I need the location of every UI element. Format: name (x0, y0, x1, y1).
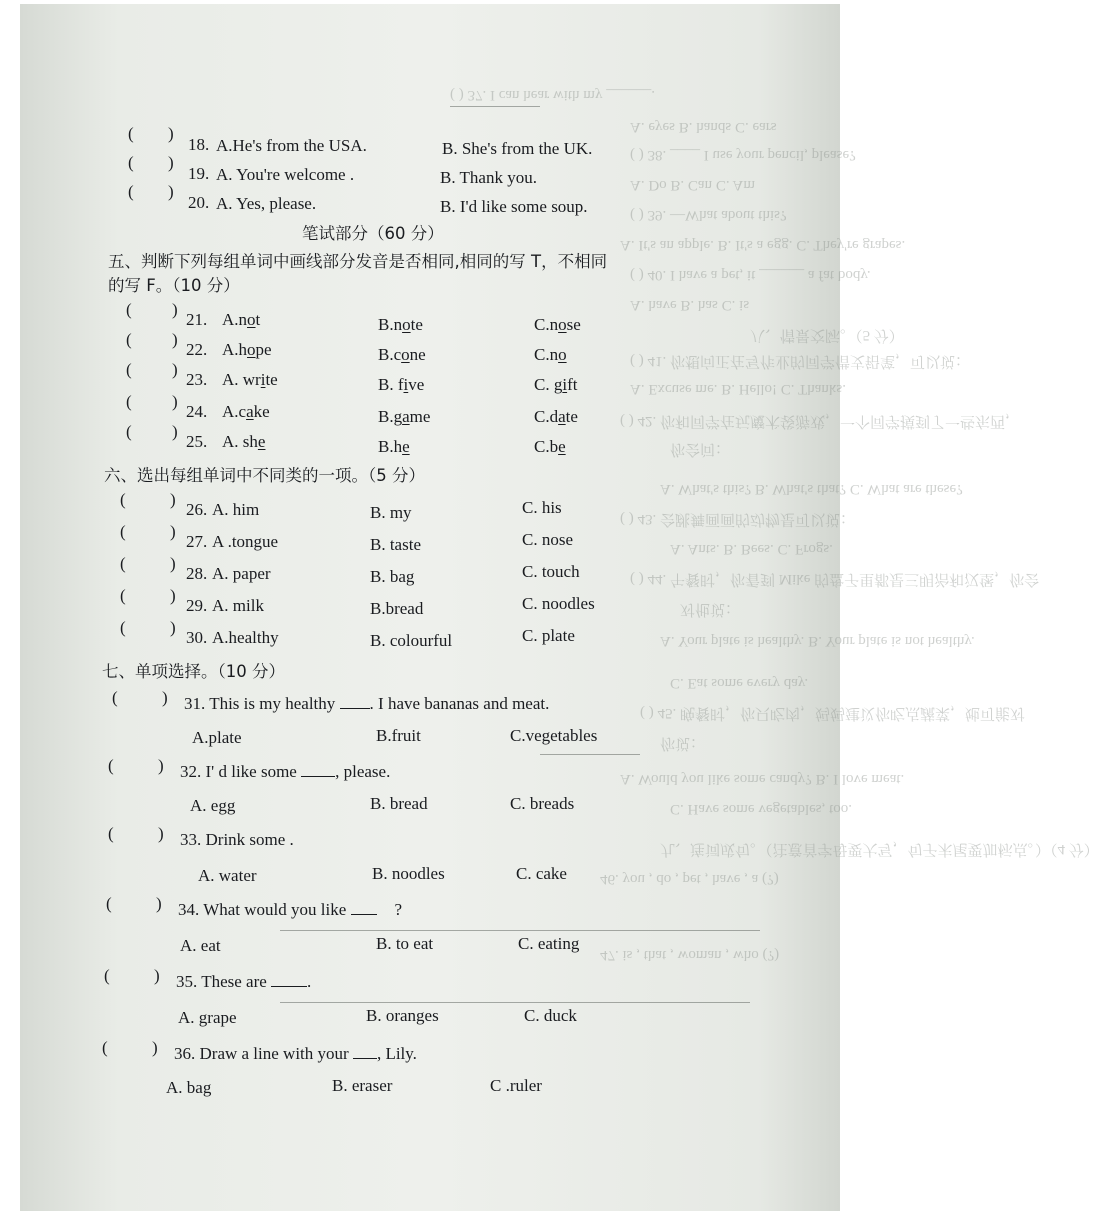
answer-paren-open: ( (120, 586, 126, 605)
option-c: C. touch (522, 562, 580, 581)
bleed-through-line: A. Excuse me. B. Hello! C. Thanks. (630, 381, 846, 397)
question-number: 24. (186, 402, 208, 421)
option-c: C.no (534, 345, 567, 364)
answer-paren-close: ) (158, 756, 164, 775)
bleed-through-line: A. Would you like some candy? B. I love meat. (620, 771, 905, 787)
bleed-through-line: C. Have some vegetables, too. (670, 801, 853, 817)
answer-paren-open: ( (102, 1038, 108, 1057)
exam-sheet (20, 4, 1099, 1211)
bleed-through-line: ( ) 40. I have a pet, it ______ a fat body. (630, 267, 871, 283)
option-c: C. breads (510, 794, 575, 813)
bleed-line (450, 106, 540, 107)
question-number: 19. (188, 164, 210, 183)
option-a: A.hope (222, 340, 272, 359)
underlined-letter: o (401, 345, 410, 364)
answer-paren-open: ( (120, 554, 126, 573)
option-b: B.game (378, 407, 431, 426)
option-b: B. my (370, 503, 412, 522)
question-number: 32. (180, 762, 206, 781)
option-b: B. bag (370, 567, 415, 586)
option-b: B.cone (378, 345, 426, 364)
answer-paren-close: ) (168, 153, 174, 172)
bleed-through-line: ( ) 39. —What about this? (630, 207, 787, 223)
answer-paren-open: ( (126, 300, 132, 319)
option-b: B. noodles (372, 864, 445, 883)
bleed-through-line: C. Eat some every day. (670, 675, 809, 691)
question-number: 25. (186, 432, 208, 451)
bleed-through-line: A. eyes B. hands C. ears (630, 119, 777, 135)
option-b: B. She's from the UK. (442, 139, 593, 158)
option-a: A. write (222, 370, 278, 389)
question-stem: 32. I' d like some , please. (180, 762, 391, 781)
option-b: B. oranges (366, 1006, 439, 1025)
option-a: A.cake (222, 402, 270, 421)
option-b: B. to eat (376, 934, 434, 953)
section-title: 五、判断下列每组单词中画线部分发音是否相同,相同的写 T，不相同 (108, 252, 608, 271)
bleed-through-line: 对他说： (680, 601, 741, 617)
answer-paren-close: ) (170, 554, 176, 573)
bleed-through-line: A. Do B. Can C. Am (630, 177, 756, 193)
answer-paren-open: ( (108, 756, 114, 775)
answer-paren-close: ) (172, 300, 178, 319)
option-b: B.fruit (376, 726, 421, 745)
bleed-line (280, 1002, 750, 1003)
option-b: B. colourful (370, 631, 453, 650)
option-b: B. I'd like some soup. (440, 197, 588, 216)
bleed-through-line: ( ) 45. 晚餐时，你只吃肉，妈妈建议你吃点蔬菜，她可能对 (640, 705, 1025, 721)
option-a: A. bag (166, 1078, 212, 1097)
section-title: 六、选出每组单词中不同类的一项。（5 分） (104, 466, 425, 485)
option-a: A.healthy (212, 628, 279, 647)
written-part-header: 笔试部分（60 分） (302, 224, 444, 243)
answer-paren-open: ( (126, 360, 132, 379)
answer-paren-open: ( (120, 522, 126, 541)
question-stem: 35. These are . (176, 972, 312, 991)
answer-paren-close: ) (172, 360, 178, 379)
bleed-through-line: ( ) 43. 会跳舞画画的动物是可以说： (620, 511, 855, 527)
answer-paren-open: ( (106, 894, 112, 913)
option-c: C.nose (534, 315, 581, 334)
option-a: A. water (198, 866, 257, 885)
option-c: C. plate (522, 626, 575, 645)
answer-paren-open: ( (108, 824, 114, 843)
answer-blank (301, 762, 335, 777)
option-a: A.He's from the USA. (216, 136, 367, 155)
answer-paren-close: ) (158, 824, 164, 843)
option-a: A. milk (212, 596, 264, 615)
bleed-through-line: ( ) 42. 你和同学在玩魔术袋游戏，一个同学摸到了一些东西， (620, 413, 1020, 429)
option-b: B.bread (370, 599, 424, 618)
underlined-letter: o (247, 340, 256, 359)
answer-paren-close: ) (172, 392, 178, 411)
answer-paren-open: ( (126, 330, 132, 349)
question-stem: 36. Draw a line with your , Lily. (174, 1044, 417, 1063)
underlined-letter: o (558, 315, 567, 334)
option-c: C.be (534, 437, 566, 456)
option-b: B.he (378, 437, 410, 456)
answer-paren-open: ( (128, 182, 134, 201)
option-b: B. five (378, 375, 425, 394)
option-b: B. taste (370, 535, 421, 554)
question-number: 36. (174, 1044, 200, 1063)
bleed-through-line: 47. is , that , woman , who (?) (600, 947, 780, 963)
option-c: C. gift (534, 375, 578, 394)
question-number: 31. (184, 694, 210, 713)
underlined-letter: e (402, 437, 410, 456)
option-a: A. paper (212, 564, 271, 583)
answer-paren-close: ) (170, 522, 176, 541)
question-number: 35. (176, 972, 202, 991)
question-stem: 31. This is my healthy . I have bananas and meat. (184, 694, 550, 713)
option-a: A.plate (192, 728, 242, 747)
question-stem: 34. What would you like ? (178, 900, 403, 919)
option-a: A. grape (178, 1008, 237, 1027)
option-b: B. bread (370, 794, 428, 813)
option-c: C. noodles (522, 594, 595, 613)
bleed-through-line: A. It's an apple. B. It's a egg. C. They're grapes. (620, 237, 906, 253)
section-title-cont: 的写 F。（10 分） (108, 276, 240, 295)
question-number: 21. (186, 310, 208, 329)
option-a: A. Yes, please. (216, 194, 317, 213)
underlined-letter: e (558, 437, 566, 456)
answer-blank (351, 900, 377, 915)
option-a: A. him (212, 500, 260, 519)
underlined-letter: a (558, 407, 566, 426)
answer-paren-open: ( (112, 688, 118, 707)
underlined-letter: i (260, 370, 266, 389)
answer-paren-open: ( (126, 422, 132, 441)
answer-paren-close: ) (156, 894, 162, 913)
question-number: 20. (188, 193, 210, 212)
option-c: C. his (522, 498, 562, 517)
answer-paren-close: ) (170, 490, 176, 509)
question-number: 30. (186, 628, 208, 647)
option-c: C. eating (518, 934, 580, 953)
answer-blank (353, 1044, 377, 1059)
answer-blank (340, 694, 370, 709)
option-a: A.not (222, 310, 261, 329)
question-number: 18. (188, 135, 210, 154)
bleed-through-line: ( ) 44. 午餐时，你看到 Mike 的盘子里都是三明治和汉堡，你会 (630, 571, 1040, 587)
option-b: B. eraser (332, 1076, 393, 1095)
underlined-letter: o (247, 310, 256, 329)
underlined-letter: a (402, 407, 410, 426)
section-title: 七、单项选择。（10 分） (102, 662, 285, 681)
bleed-through-line: 你会问： (670, 441, 731, 457)
option-a: A. You're welcome . (216, 165, 355, 184)
underlined-letter: a (246, 402, 254, 421)
bleed-through-line: A. Ants. B. Bees. C. Frogs. (670, 541, 833, 557)
question-number: 33. (180, 830, 206, 849)
bleed-through-line: 你说： (660, 735, 706, 751)
option-c: C. nose (522, 530, 573, 549)
answer-paren-close: ) (152, 1038, 158, 1057)
question-stem: 33. Drink some . (180, 830, 294, 849)
answer-paren-close: ) (168, 182, 174, 201)
underlined-letter: i (403, 375, 409, 394)
option-a: A. egg (190, 796, 236, 815)
option-c: C.vegetables (510, 726, 598, 745)
answer-paren-close: ) (172, 330, 178, 349)
answer-paren-open: ( (120, 490, 126, 509)
bleed-line (540, 754, 640, 755)
bleed-through-line: A. What's this? B. What's that? C. What are these? (660, 481, 963, 497)
question-number: 22. (186, 340, 208, 359)
answer-paren-close: ) (170, 618, 176, 637)
option-c: C.date (534, 407, 578, 426)
option-c: C .ruler (490, 1076, 542, 1095)
bleed-through-line: A. have B. has C. is (630, 297, 750, 313)
option-b: B.note (378, 315, 423, 334)
answer-paren-close: ) (154, 966, 160, 985)
answer-paren-open: ( (120, 618, 126, 637)
question-number: 34. (178, 900, 204, 919)
question-number: 28. (186, 564, 208, 583)
answer-paren-close: ) (172, 422, 178, 441)
answer-paren-close: ) (168, 124, 174, 143)
bleed-through-line: 46. you , do , pet , have , a (?) (600, 871, 779, 887)
question-number: 23. (186, 370, 208, 389)
bleed-line (280, 930, 760, 931)
bleed-through-line: ( ) 38. ____ I use your pencil, please? (630, 147, 856, 163)
underlined-letter: o (402, 315, 411, 334)
option-a: A. eat (180, 936, 221, 955)
question-number: 26. (186, 500, 208, 519)
answer-paren-open: ( (126, 392, 132, 411)
bleed-through-line: A. Your plate is healthy. B. Your plate is not healthy. (660, 633, 975, 649)
underlined-letter: o (558, 345, 567, 364)
option-c: C. cake (516, 864, 567, 883)
answer-paren-open: ( (128, 153, 134, 172)
option-b: B. Thank you. (440, 168, 537, 187)
bleed-through-line: ( ) 41. 你想向正在写作业的同学借支铅笔，可以说： (630, 353, 970, 369)
option-c: C. duck (524, 1006, 577, 1025)
answer-paren-close: ) (170, 586, 176, 605)
answer-blank (271, 972, 307, 987)
question-number: 29. (186, 596, 208, 615)
answer-paren-open: ( (128, 124, 134, 143)
underlined-letter: e (257, 432, 266, 451)
answer-paren-open: ( (104, 966, 110, 985)
bleed-through-line: ( ) 37. I can hear with my ______. (450, 87, 655, 103)
bleed-through-line: 八、情景交际。（5 分） (750, 327, 904, 343)
option-a: A .tongue (212, 532, 279, 551)
bleed-through-line: 九、连词成句。（注意首字母要大写，句子末尾要加标点。）（4 分） (660, 841, 1099, 857)
option-a: A. she (222, 432, 266, 451)
question-number: 27. (186, 532, 208, 551)
underlined-letter: i (562, 375, 568, 394)
answer-paren-close: ) (162, 688, 168, 707)
